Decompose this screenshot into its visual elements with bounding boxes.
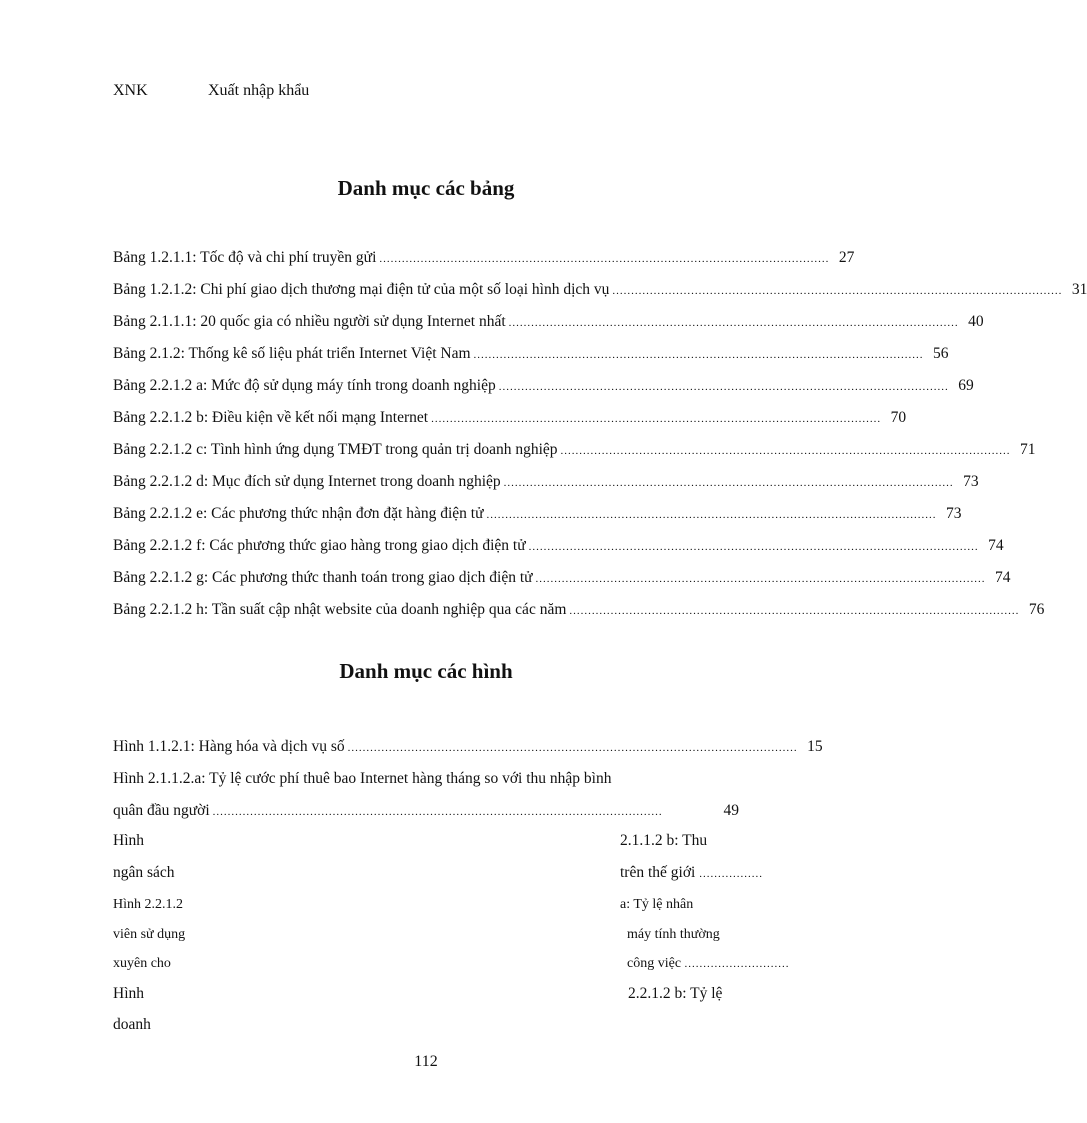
toc-entry-label: Bảng 2.1.1.1: 20 quốc gia có nhiều người sử dụng Internet nhất	[113, 313, 506, 330]
leader-dots: ........................................................................................................................	[431, 413, 882, 425]
leader-dots: ........................................................................................................................	[560, 445, 1011, 457]
toc-entry-page: 74	[995, 569, 1011, 586]
leader-dots: ............................	[684, 958, 790, 970]
abbreviation-row	[113, 82, 309, 100]
toc-entry-page: 27	[838, 249, 855, 266]
leader-dots: ........................................................................................................................	[535, 573, 986, 585]
toc-entry[interactable]	[113, 562, 1011, 594]
toc-entry-page: 15	[807, 738, 823, 755]
toc-entry-page: 73	[963, 473, 979, 490]
leader-dots: ........................................................................................................................	[212, 806, 663, 818]
fragment-hinh: Hình	[113, 832, 144, 849]
toc-entry[interactable]	[113, 498, 962, 530]
toc-entry-label: quân đầu người	[113, 802, 210, 819]
toc-entry-page: 31	[1071, 281, 1087, 298]
toc-entry[interactable]	[113, 370, 974, 402]
toc-entry-label: Bảng 2.1.2: Thống kê số liệu phát triển Internet Việt Nam	[113, 345, 471, 362]
tables-heading: Danh mục các bảng	[337, 176, 515, 200]
fragment-text: công việc	[627, 956, 682, 971]
toc-entry-label: Hình 1.1.2.1: Hàng hóa và dịch vụ số	[113, 738, 345, 755]
toc-entry-line[interactable]	[113, 795, 739, 827]
fragment-right: 2.1.1.2 b: Thu	[620, 832, 708, 849]
toc-entry-label: Bảng 2.2.1.2 b: Điều kiện về kết nối mạng Internet	[113, 409, 429, 426]
toc-entry[interactable]	[113, 274, 1087, 306]
toc-entry-page: 69	[958, 377, 974, 394]
leader-dots: .................	[699, 868, 763, 880]
fragment-right-2: 2.2.1.2 b: Tỷ lệ	[628, 985, 723, 1002]
fragment-may-tinh: máy tính thường	[627, 927, 720, 942]
toc-entry-label: Bảng 2.2.1.2 e: Các phương thức nhận đơn đặt hàng điện tử	[113, 505, 484, 522]
toc-entry-page: 56	[933, 345, 949, 362]
toc-entry-page: 74	[988, 537, 1004, 554]
tables-list	[113, 242, 1087, 626]
fragment-ngan-sach: ngân sách	[113, 864, 175, 881]
toc-entry[interactable]	[113, 306, 984, 338]
leader-dots: ........................................................................................................................	[379, 253, 830, 265]
fragment-cong-viec	[627, 956, 790, 972]
toc-entry-page: 73	[945, 505, 962, 522]
fragment-tren-the-gioi	[620, 864, 763, 882]
toc-entry[interactable]	[113, 466, 979, 498]
toc-entry-label: Bảng 1.2.1.2: Chi phí giao dịch thương mại điện tử của một số loại hình dịch vụ	[113, 281, 610, 298]
toc-entry-page: 70	[890, 409, 907, 426]
toc-entry[interactable]	[113, 242, 855, 274]
toc-entry-page: 76	[1028, 601, 1045, 618]
toc-entry[interactable]	[113, 530, 1004, 562]
leader-dots: ........................................................................................................................	[508, 317, 959, 329]
toc-entry[interactable]	[113, 338, 949, 370]
leader-dots: ........................................................................................................................	[612, 285, 1063, 297]
toc-entry-label: Bảng 2.2.1.2 d: Mục đích sử dụng Internet trong doanh nghiệp	[113, 473, 501, 490]
toc-entry[interactable]	[113, 402, 907, 434]
toc-entry-label: Bảng 2.2.1.2 h: Tần suất cập nhật website của doanh nghiệp qua các năm	[113, 601, 567, 618]
leader-dots: ........................................................................................................................	[569, 605, 1020, 617]
fragment-text: trên thế giới	[620, 864, 696, 881]
fragment-hinh-2212: Hình 2.2.1.2	[113, 897, 183, 912]
fragment-xuyen-cho: xuyên cho	[113, 956, 171, 971]
toc-entry-label: Bảng 2.2.1.2 g: Các phương thức thanh toán trong giao dịch điện tử	[113, 569, 533, 586]
leader-dots: ........................................................................................................................	[473, 349, 924, 361]
toc-entry-label: Bảng 2.2.1.2 a: Mức độ sử dụng máy tính trong doanh nghiệp	[113, 377, 496, 394]
fragment-doanh: doanh	[113, 1016, 151, 1033]
toc-entry-line[interactable]	[113, 763, 739, 795]
fragment-ty-le-nhan: a: Tỷ lệ nhân	[620, 897, 694, 912]
toc-entry-label: Hình 2.1.1.2.a: Tỷ lệ cước phí thuê bao Internet hàng tháng so với thu nhập bình	[113, 770, 612, 787]
fragment-hinh-2: Hình	[113, 985, 144, 1002]
page-number: 112	[414, 1053, 438, 1070]
figures-list	[113, 731, 823, 827]
abbreviation-meaning: Xuất nhập khẩu	[208, 82, 310, 99]
leader-dots: ........................................................................................................................	[486, 509, 937, 521]
leader-dots: ........................................................................................................................	[347, 742, 798, 754]
fragment-vien-su-dung: viên sử dụng	[113, 927, 186, 942]
leader-dots: ........................................................................................................................	[528, 541, 979, 553]
toc-entry-label: Bảng 2.2.1.2 f: Các phương thức giao hàng trong giao dịch điện tử	[113, 537, 526, 554]
toc-entry-page: 40	[968, 313, 984, 330]
toc-entry-label: Bảng 2.2.1.2 c: Tình hình ứng dụng TMĐT trong quản trị doanh nghiệp	[113, 441, 558, 458]
toc-entry[interactable]	[113, 594, 1045, 626]
toc-entry[interactable]	[113, 434, 1036, 466]
toc-entry-page: 49	[723, 802, 739, 819]
leader-dots: ........................................................................................................................	[498, 381, 949, 393]
figures-heading: Danh mục các hình	[339, 659, 513, 683]
abbreviation-code: XNK	[113, 82, 148, 99]
toc-entry[interactable]	[113, 731, 823, 763]
toc-entry-page: 71	[1020, 441, 1036, 458]
toc-entry-label: Bảng 1.2.1.1: Tốc độ và chi phí truyền gửi	[113, 249, 377, 266]
leader-dots: ........................................................................................................................	[503, 477, 954, 489]
